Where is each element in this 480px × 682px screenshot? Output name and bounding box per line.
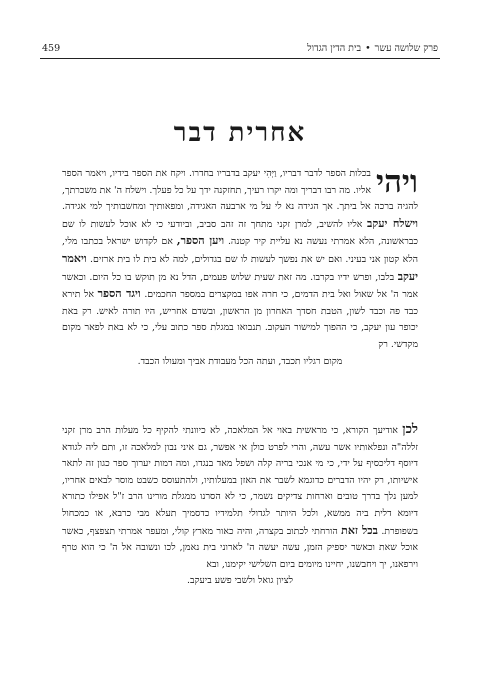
paragraph-2-text-1: אודיעך הקורא, כי מראשית באוי אל המלאכה, לא כיוונתי להקיף כל מעלות הרב מרן זקני זללה"ה ונפלאותיו אשר עשה, והרי לפרט כולן אי אפשר, גם איני נבון למלאכה זו, ותם ליה לגודא דיוסף דליכסיף על ידי, כי מי אנכי בריה קלה ושפל מאד בנגדו, ומה דמות יערוך ספר כגון זה לתאר אישיותו, רק יהיו הדברים כדוגמא לשבר את האזן במעלותיו, ולהתעוסס כשבט מוסר לבאים אחריו, למען נלך בדרך טובים וארחות צדיקים נשמר, כי לא הסרנו ממגלת מורינו הרב ז"ל אפילו כתורא דיומא דלית ביה ממשא, ולכל היותר לגדולי תלמידיו כדסמיך תעלא מבי כרבא, או כמכחול בשפופרת. bbox=[62, 425, 418, 537]
keyword-vayaan-hasefer: ויען הספר, bbox=[176, 234, 225, 248]
paragraph-1-text-4: בלבו, ופרש ידיו בקרבו. מה זאת שעית שלוש פעמים, הדל נא מן תוקש בו כל היום. וכאשר אמר ה' אל שאול ואל בית הדמים, כי חרה אפו במקצרים במספר החכמים. bbox=[62, 271, 418, 301]
paragraph-1 bbox=[62, 166, 418, 370]
keyword-vayishlach-yaakov: וישלח יעקב bbox=[367, 216, 418, 230]
drop-cap-word: ויהי bbox=[375, 164, 418, 200]
paragraph-1-text-2: אליו להשיב, למרן זקני מתחך זה זהב סביב, וביודעי כי לא אוכל לעשות לו שם כבראשונה, הלא אמרתי נעשה נא עליית קיר קטנה. bbox=[62, 218, 418, 248]
paragraph-1-text-1: בכלות הספר לדבר דבריו, וַיְּהִי יעקב בדבריו בחדרו. ויקח את הספר בידיו, ויאמר הספר אליו. מה רבו דבריך ומה יקרו רעיך, תחזקנה ידך על כל פעלך. וישלח ה' את משכרתך, להגיה ברכה אל ביתך. אך הגידה נא לי על מי ארבעה האגידה, ומפאותיך ומחשבותיך למי אגידה. bbox=[62, 168, 418, 213]
book-name: בית הדין הגדול bbox=[307, 43, 362, 54]
running-title bbox=[307, 40, 438, 58]
paragraph-2 bbox=[62, 422, 418, 590]
keyword-vayomer-yaakov: ויאמר יעקב bbox=[62, 251, 418, 283]
keyword-vayaged-hasefer: ויגד הספר bbox=[97, 287, 141, 301]
lead-word-lachen: לכן bbox=[402, 422, 418, 437]
paragraph-1-text-3: אם לקדוש ישראל בכתבו מלי, הלא קטון אני בעיני. ואם יש את נפשך לעשות לו שם בגדולים, למה לא בית לו בית ארזים. bbox=[62, 236, 419, 265]
paragraph-2-text-2: הורחתי לכתוב בקצרה, והיה כאור מארץ קולי, ומעפר אמרתי תצפצף, כאשר אוכל שאת וכאשר יספיק הזמן, עשה יעשה ה' לארוני בית נאמן, לכו ונשובה אל ה' כי הוא טרף וירפאנו, יך ויחבשנו, יחיינו מיומים ביום השלישי יקימנו, ובא bbox=[62, 525, 418, 570]
keyword-bechol-zot: בכל זאת bbox=[341, 523, 378, 537]
header-separator: • bbox=[365, 43, 371, 54]
running-header bbox=[40, 40, 440, 59]
chapter-name: פרק שלושה עשר bbox=[374, 43, 438, 54]
paragraph-1-last-line: מקום רגליו תכבד, ועתה הכל מעבודת אביך ומעולו הכבד. bbox=[137, 355, 343, 367]
paragraph-1-text-5: אל תירא כבד פה וכבד לשון, הטבת חסדך האחרון מן הראשון, ובשדם אחריש, היו תורה לאיש. רק באת יכופר עון יעקב, כי ההפוך למישור העקוב. תנבואו במגלת ספר כתוב עלי, כי לא באת לפאר מקום מקדשי. רק bbox=[62, 289, 418, 350]
chapter-title: אחרית דבר bbox=[173, 118, 307, 148]
paragraph-2-last-line: לציון גואל ולשבי פשע ביעקב. bbox=[186, 575, 294, 587]
page-number: 459 bbox=[42, 43, 61, 54]
